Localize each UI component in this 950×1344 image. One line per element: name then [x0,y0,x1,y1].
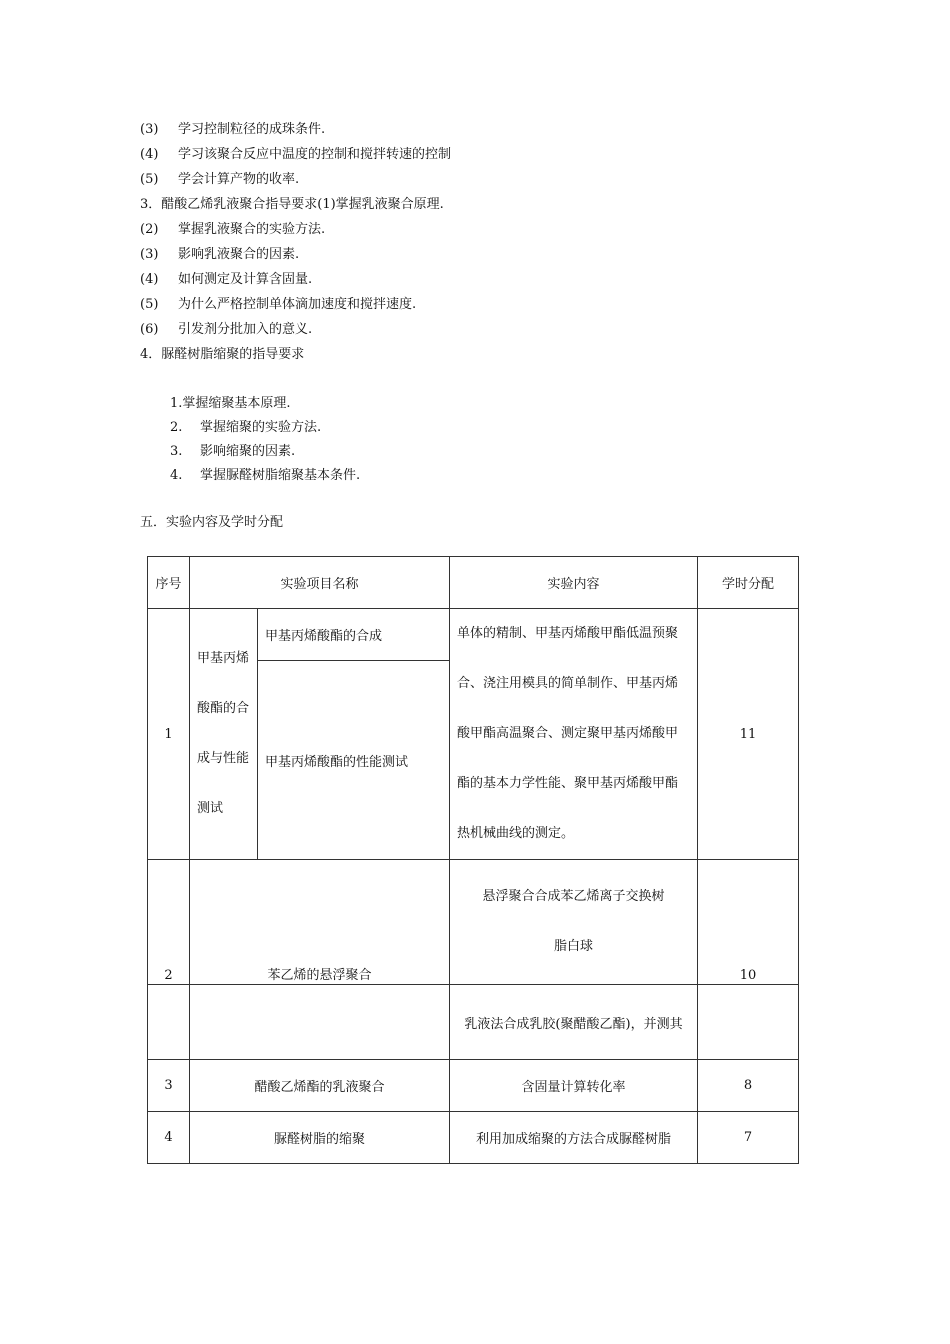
header-name: 实验项目名称 [190,557,450,609]
row-content [450,860,698,985]
row-hours-text: 10 [739,968,757,983]
list-item: (4) 学习该聚合反应中温度的控制和搅拌转速的控制 [140,147,452,162]
sub-name: 甲基丙烯酸酯的性能测试 [258,661,450,860]
content-line: 合、浇注用模具的简单制作、甲基丙烯 [457,676,679,691]
content-line: 悬浮聚合合成苯乙烯离子交换树 [482,889,665,904]
row-hours [698,860,799,985]
table-row [148,1060,799,1112]
row-no-text: 2 [164,968,173,983]
header-content: 实验内容 [450,557,698,609]
group-name [190,609,258,860]
row-content: 含固量计算转化率 [450,1060,698,1112]
row-content [450,609,698,860]
list-item: (2) 掌握乳液聚合的实验方法. [140,222,326,237]
schedule-table [147,556,799,1164]
content-line: 酸甲酯高温聚合、测定聚甲基丙烯酸甲 [457,726,679,741]
group-name-line: 测试 [197,801,224,816]
row-name: 醋酸乙烯酯的乳液聚合 [190,1060,450,1112]
list-heading: 3．醋酸乙烯乳液聚合指导要求(1)掌握乳液聚合原理. [140,197,444,212]
header-hours: 学时分配 [698,557,799,609]
row-hours: 11 [698,609,799,860]
table-header-row [148,557,799,609]
table-row [148,609,799,661]
table-row [148,985,799,1060]
header-no: 序号 [148,557,190,609]
content-line: 单体的精制、甲基丙烯酸甲酯低温预聚 [457,626,679,641]
list-item: (5) 为什么严格控制单体滴加速度和搅拌速度. [140,297,417,312]
table-row [148,1112,799,1164]
row-hours: 8 [698,1060,799,1112]
sublist-item: 1.掌握缩聚基本原理. [170,396,291,411]
content-line: 酯的基本力学性能、聚甲基丙烯酸甲酯 [457,776,679,791]
row-hours: 7 [698,1112,799,1164]
list-item: (6) 引发剂分批加入的意义. [140,322,313,337]
row-content: 利用加成缩聚的方法合成脲醛树脂 [450,1112,698,1164]
list-item: (5) 学会计算产物的收率. [140,172,300,187]
content-line: 热机械曲线的测定。 [457,826,575,841]
section-title: 五．实验内容及学时分配 [140,515,284,530]
row-content: 乳液法合成乳胶(聚醋酸乙酯)，并测其 [450,985,698,1060]
row-no: 4 [148,1112,190,1164]
group-name-line: 酸酯的合 [197,701,250,716]
row-no [148,860,190,985]
list-item: (4) 如何测定及计算含固量. [140,272,313,287]
row-name [190,985,450,1060]
sublist-item: 3. 影响缩聚的因素. [170,444,296,459]
group-name-line: 成与性能 [197,751,250,766]
row-no [148,985,190,1060]
group-name-line: 甲基丙烯 [197,651,250,666]
row-hours [698,985,799,1060]
sub-name: 甲基丙烯酸酯的合成 [258,609,450,661]
row-name: 脲醛树脂的缩聚 [190,1112,450,1164]
content-line: 脂白球 [553,939,593,954]
row-no: 1 [148,609,190,860]
table-row [148,860,799,985]
list-item: (3) 影响乳液聚合的因素. [140,247,300,262]
list-heading: 4．脲醛树脂缩聚的指导要求 [140,347,305,362]
sublist-item: 2. 掌握缩聚的实验方法. [170,420,322,435]
sublist-item: 4. 掌握脲醛树脂缩聚基本条件. [170,468,361,483]
row-name [190,860,450,985]
row-no: 3 [148,1060,190,1112]
row-name-text: 苯乙烯的悬浮聚合 [267,968,372,983]
list-item: (3) 学习控制粒径的成珠条件. [140,122,326,137]
